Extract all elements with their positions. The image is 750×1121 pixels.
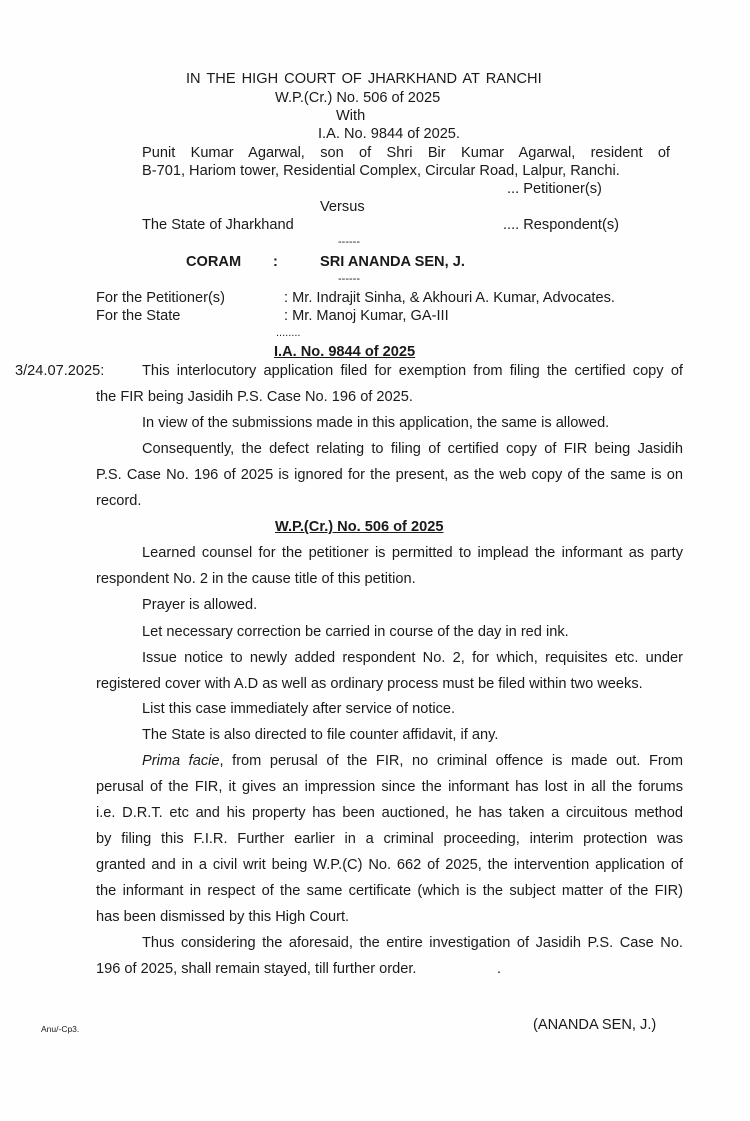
- ia-paragraph-3-line-1: Consequently, the defect relating to filing of certified copy of FIR being Jasidih: [142, 441, 683, 457]
- wp-paragraph-1-line-2: respondent No. 2 in the cause title of this petition.: [96, 571, 416, 587]
- with-label: With: [336, 108, 366, 124]
- coram-label: CORAM: [186, 254, 242, 270]
- separator-dots: ........: [276, 327, 301, 339]
- court-title: IN THE HIGH COURT OF JHARKHAND AT RANCHI: [186, 71, 542, 87]
- wp-paragraph-7-line-7: has been dismissed by this High Court.: [96, 909, 350, 925]
- separator-dashes: ------: [338, 273, 360, 285]
- wp-paragraph-7-line-6: the informant in respect of the same certificate (which is the subject matter of the FIR): [96, 883, 683, 899]
- ia-heading: I.A. No. 9844 of 2025: [274, 344, 416, 360]
- ia-paragraph-2: In view of the submissions made in this application, the same is allowed.: [142, 415, 610, 431]
- order-date: 3/24.07.2025:: [15, 363, 105, 379]
- wp-paragraph-4-line-1: Issue notice to newly added respondent No. 2, for which, requisites etc. under: [142, 650, 683, 666]
- wp-heading: W.P.(Cr.) No. 506 of 2025: [275, 519, 444, 535]
- respondent-label: .... Respondent(s): [503, 217, 619, 233]
- wp-paragraph-7-line-1: [142, 752, 683, 770]
- case-number: W.P.(Cr.) No. 506 of 2025: [275, 90, 441, 106]
- ia-paragraph-1-line-2: the FIR being Jasidih P.S. Case No. 196 of 2025.: [96, 389, 413, 405]
- wp-paragraph-3: Let necessary correction be carried in course of the day in red ink.: [142, 624, 569, 640]
- petitioner-counsel: : Mr. Indrajit Sinha, & Akhouri A. Kumar, Advocates.: [284, 290, 615, 306]
- state-counsel-label: For the State: [96, 308, 181, 324]
- prima-facie-phrase: Prima facie: [142, 753, 220, 769]
- respondent-name: The State of Jharkhand: [142, 217, 294, 233]
- judge-signature: (ANANDA SEN, J.): [533, 1017, 657, 1033]
- versus-label: Versus: [320, 199, 365, 215]
- petitioner-line-2: B-701, Hariom tower, Residential Complex, Circular Road, Lalpur, Ranchi.: [142, 163, 620, 179]
- state-counsel: : Mr. Manoj Kumar, GA-III: [284, 308, 449, 324]
- wp-paragraph-7-line-5: granted and in a civil writ being W.P.(C) No. 662 of 2025, the intervention application of: [96, 857, 683, 873]
- wp-paragraph-7-line-1-rest: , from perusal of the FIR, no criminal offence is made out. From: [219, 753, 683, 769]
- wp-paragraph-8-line-2: 196 of 2025, shall remain stayed, till further order.: [96, 961, 417, 977]
- wp-paragraph-6: The State is also directed to file counter affidavit, if any.: [142, 727, 499, 743]
- wp-paragraph-4-line-2: registered cover with A.D as well as ordinary process must be filed within two weeks.: [96, 676, 643, 692]
- wp-paragraph-8-line-1: Thus considering the aforesaid, the entire investigation of Jasidih P.S. Case No.: [142, 935, 683, 951]
- wp-paragraph-5: List this case immediately after service of notice.: [142, 701, 456, 717]
- ia-paragraph-3-line-2: P.S. Case No. 196 of 2025 is ignored for the present, as the web copy of the same is on: [96, 467, 683, 483]
- stray-dot: .: [497, 961, 502, 977]
- wp-paragraph-1-line-1: Learned counsel for the petitioner is permitted to implead the informant as party: [142, 545, 683, 561]
- wp-paragraph-7-line-4: by filing this F.I.R. Further earlier in a criminal proceeding, interim protection was: [96, 831, 683, 847]
- ia-paragraph-3-line-3: record.: [96, 493, 142, 509]
- judge-name: SRI ANANDA SEN, J.: [320, 254, 465, 270]
- petitioner-counsel-label: For the Petitioner(s): [96, 290, 225, 306]
- wp-paragraph-7-line-3: i.e. D.R.T. etc and his property has been auctioned, he has taken a circuitous method: [96, 805, 683, 821]
- ia-number: I.A. No. 9844 of 2025.: [318, 126, 460, 142]
- separator-dashes: ------: [338, 236, 360, 248]
- typist-initials: Anu/-Cp3.: [41, 1024, 80, 1034]
- petitioner-label: ... Petitioner(s): [507, 181, 602, 197]
- wp-paragraph-7-line-2: perusal of the FIR, it gives an impression since the informant has lost in all the forums: [96, 779, 683, 795]
- coram-colon: :: [273, 254, 278, 270]
- ia-paragraph-1-line-1: This interlocutory application filed for exemption from filing the certified copy of: [142, 363, 683, 379]
- petitioner-line-1: Punit Kumar Agarwal, son of Shri Bir Kumar Agarwal, resident of: [142, 145, 670, 161]
- wp-paragraph-2: Prayer is allowed.: [142, 597, 258, 613]
